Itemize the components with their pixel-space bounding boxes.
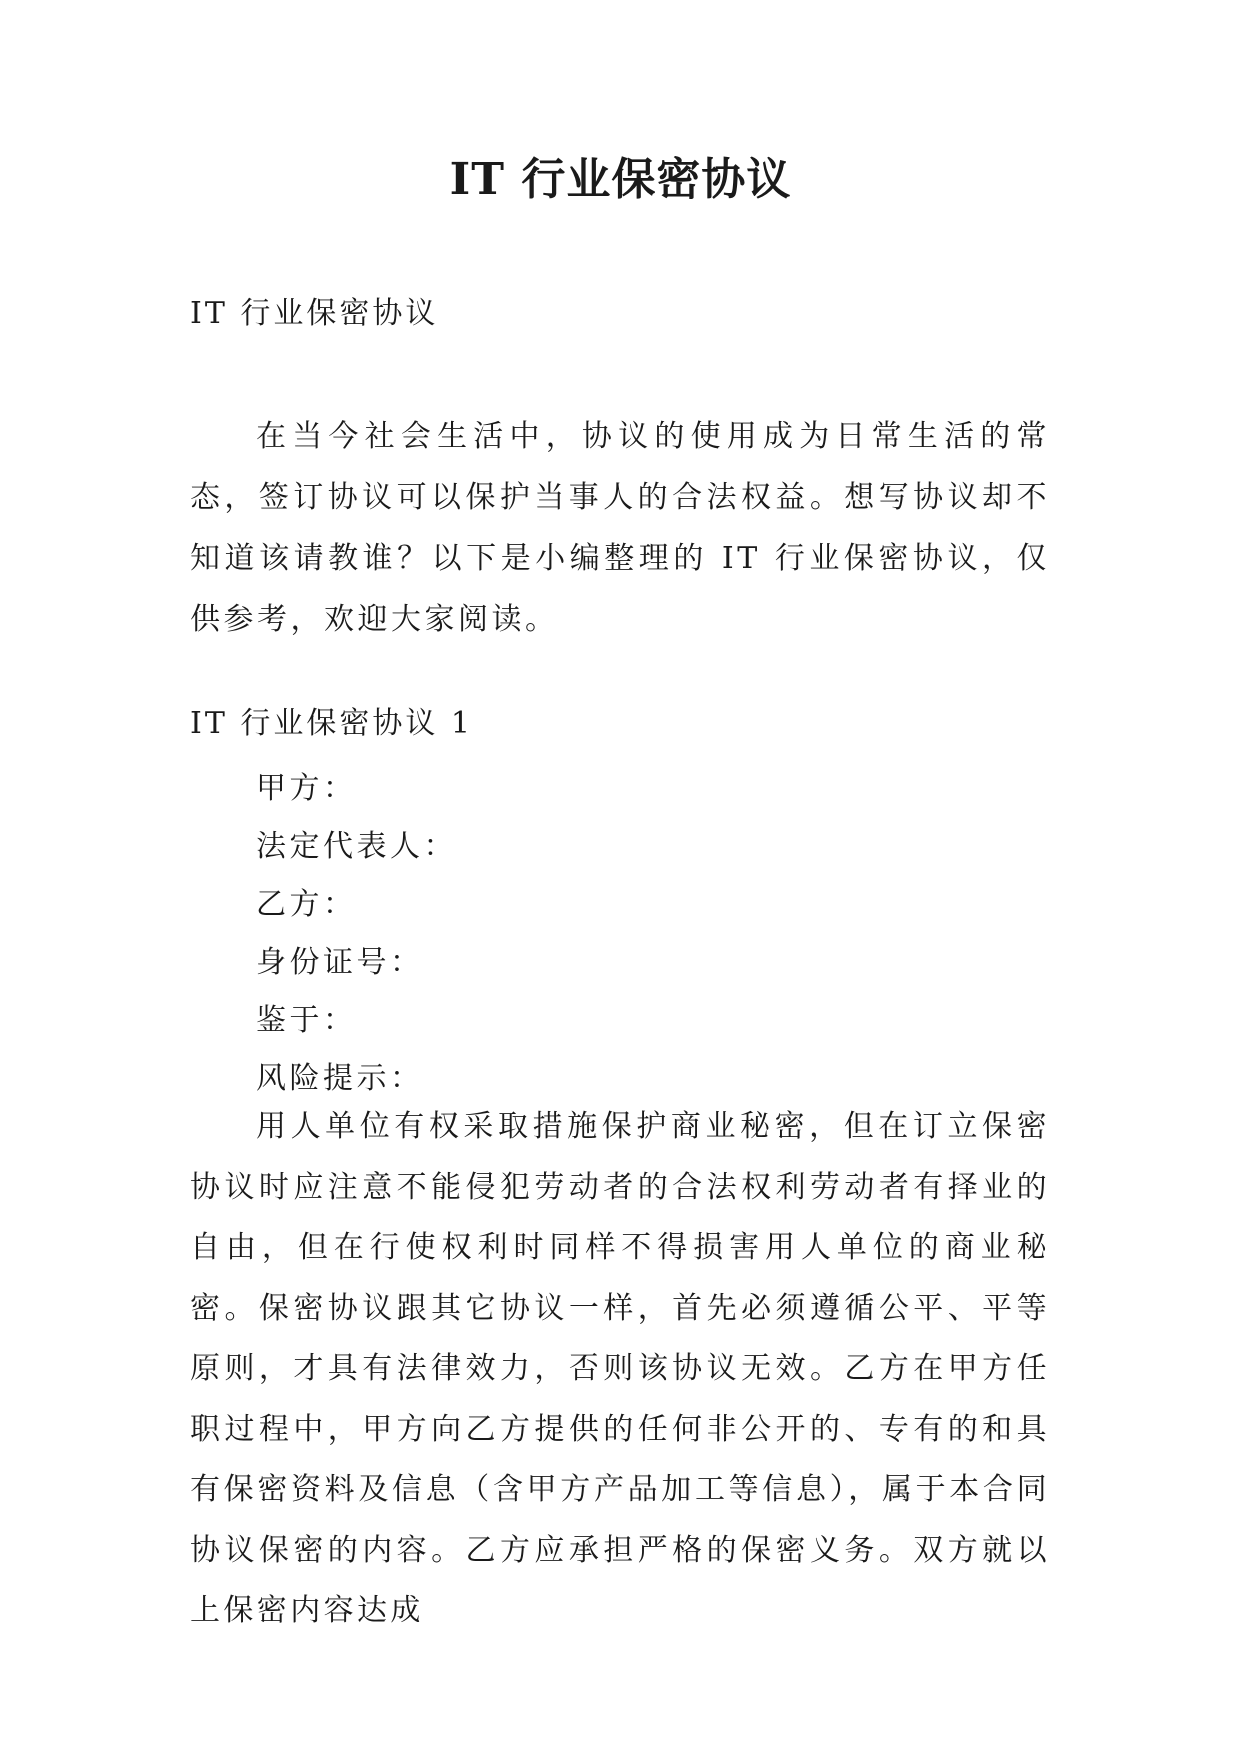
section-heading: IT 行业保密协议 1 (190, 706, 474, 741)
body-paragraph: 用人单位有权采取措施保护商业秘密，但在订立保密协议时应注意不能侵犯劳动者的合法权利劳动者有择业的自由，但在行使权利时同样不得损害用人单位的商业秘密。保密协议跟其它协议一样，首先必须遵循公平、平等原则，才具有法律效力，否则该协议无效。乙方在甲方任职过程中，甲方向乙方提供的任何非公开的、专有的和具有保密资料及信息（含甲方产品加工等信息），属于本合同协议保密的内容。乙方应承担严格的保密义务。双方就以上保密内容达成 (190, 1109, 1050, 1628)
field-party-a: 甲方： (256, 771, 357, 806)
intro-paragraph: 在当今社会生活中，协议的使用成为日常生活的常态，签订协议可以保护当事人的合法权益。想写协议却不知道该请教谁？以下是小编整理的 IT 行业保密协议，仅供参考，欢迎大家阅读。 (190, 419, 1050, 637)
field-whereas: 鉴于： (256, 1003, 357, 1038)
field-party-b: 乙方： (256, 887, 357, 922)
field-id-number: 身份证号： (256, 945, 424, 980)
document-title: IT 行业保密协议 (449, 154, 792, 205)
party-fields-list (256, 760, 457, 1108)
document-subtitle: IT 行业保密协议 (190, 296, 439, 331)
field-risk-notice: 风险提示： (256, 1061, 424, 1096)
field-legal-representative: 法定代表人： (256, 829, 457, 864)
